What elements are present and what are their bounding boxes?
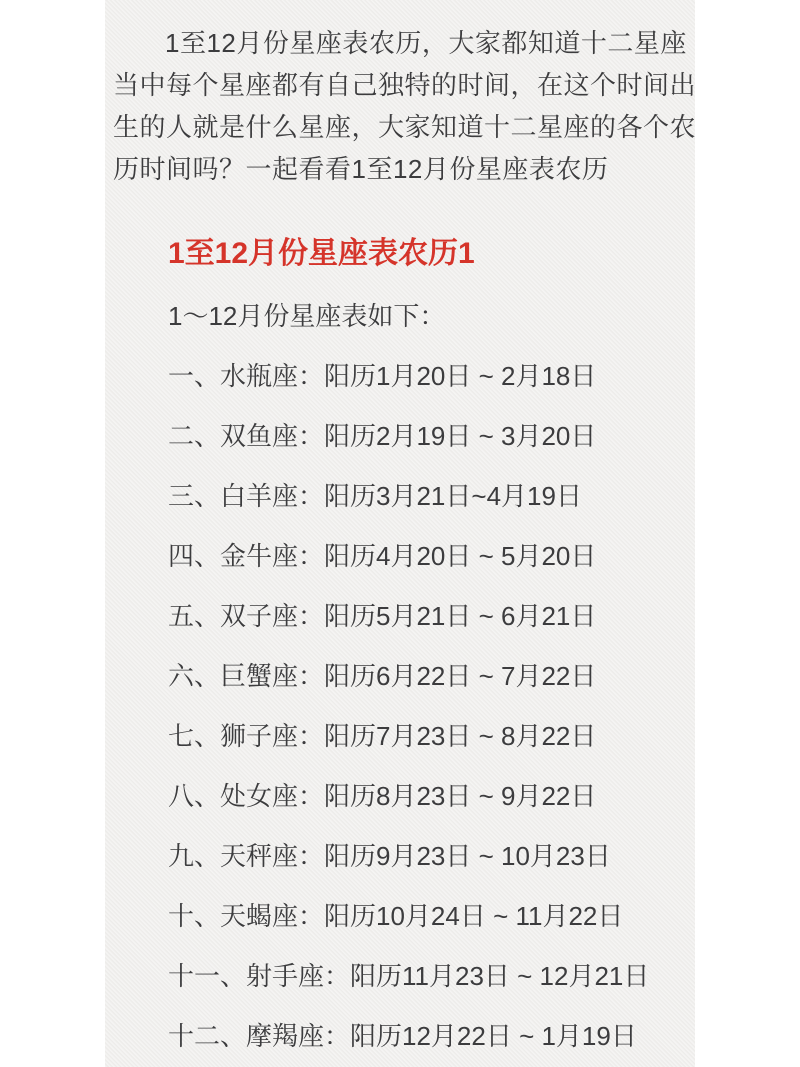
zodiac-list-item: 七、狮子座：阳历7月23日 ~ 8月22日 — [168, 721, 597, 751]
intro-line: 生的人就是什么星座，大家知道十二星座的各个农 — [113, 112, 697, 142]
article-heading: 1至12月份星座表农历1 — [168, 237, 475, 270]
zodiac-list-item: 五、双子座：阳历5月21日 ~ 6月21日 — [168, 601, 597, 631]
zodiac-list-item: 二、双鱼座：阳历2月19日 ~ 3月20日 — [168, 421, 597, 451]
zodiac-list-item: 四、金牛座：阳历4月20日 ~ 5月20日 — [168, 541, 597, 571]
zodiac-list-item: 三、白羊座：阳历3月21日~4月19日 — [168, 481, 582, 511]
article-section — [168, 236, 687, 1054]
content-column — [105, 0, 695, 1067]
intro-line: 当中每个星座都有自己独特的时间，在这个时间出 — [113, 70, 697, 100]
zodiac-list-item: 一、水瓶座：阳历1月20日 ~ 2月18日 — [168, 361, 597, 391]
zodiac-list-item: 十一、射手座：阳历11月23日 ~ 12月21日 — [168, 961, 650, 991]
zodiac-list-item: 六、巨蟹座：阳历6月22日 ~ 7月22日 — [168, 661, 597, 691]
zodiac-list — [168, 358, 687, 1054]
intro-line: 历时间吗？一起看看1至12月份星座表农历 — [113, 154, 609, 184]
zodiac-list-item: 八、处女座：阳历8月23日 ~ 9月22日 — [168, 781, 597, 811]
zodiac-list-item: 十二、摩羯座：阳历12月22日 ~ 1月19日 — [168, 1021, 637, 1051]
zodiac-list-item: 十、天蝎座：阳历10月24日 ~ 11月22日 — [168, 901, 624, 931]
article-subtitle: 1～12月份星座表如下： — [168, 301, 446, 331]
intro-paragraph — [113, 22, 697, 190]
zodiac-list-item: 九、天秤座：阳历9月23日 ~ 10月23日 — [168, 841, 611, 871]
intro-line: 1至12月份星座表农历，大家都知道十二星座 — [165, 28, 687, 58]
